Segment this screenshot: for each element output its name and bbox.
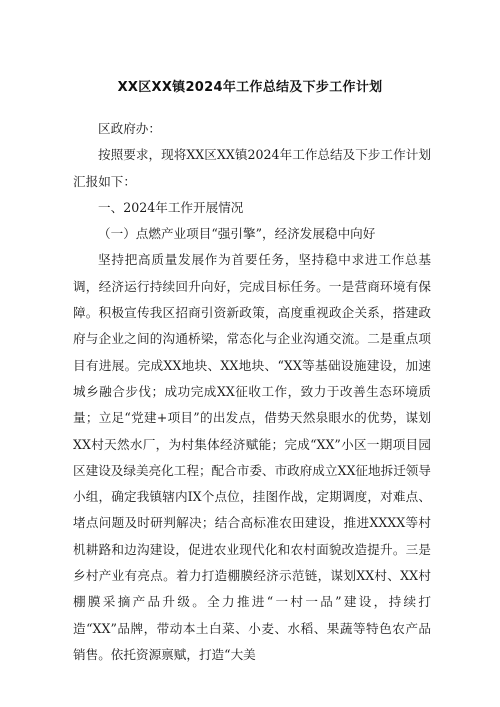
body-paragraph: 坚持把高质量发展作为首要任务，坚持稳中求进工作总基调，经济运行持续回升向好，完成目标任务。一是营商环境有保障。积极宣传我区招商引资新政策，高度重视政企关系，搭建政府与企业之间的沟通桥梁，常态化与企业沟通交流。二是重点项目有进展。完成XX地块、XX地块、“XX等基础设施建设，加速城乡融合步伐；成功完成XX征收工作，致力于改善生态环境质量；立足“党建+项目”的出发点，借势天然泉眼水的优势，谋划XX村天然水厂，为村集体经济赋能；完成“XX”小区一期项目园区建设及绿美亮化工程；配合市委、市政府成立XX征地拆迁领导小组，确定我镇辖内IX个点位，挂图作战，定期调度，对难点、堵点问题及时研判解决；结合高标准农田建设，推进XXXX等村机耕路和边沟建设，促进农业现代化和农村面貌改造提升。三是乡村产业有亮点。着力打造棚膜经济示范链，谋划XX村、XX村棚膜采摘产品升级。全力推进“一村一品”建设，持续打造“XX”品牌，带动本土白菜、小麦、水稻、果蔬等特色农产品销售。依托资源禀赋，打造“大美 bbox=[73, 252, 431, 662]
document-title: XX区XX镇2024年工作总结及下步工作计划 bbox=[117, 80, 383, 95]
subsection-heading: （一）点燃产业项目“强引擎”，经济发展稳中向好 bbox=[98, 226, 376, 242]
intro-paragraph: 按照要求，现将XX区XX镇2024年工作总结及下步工作计划汇报如下： bbox=[73, 147, 431, 189]
document-body bbox=[73, 116, 431, 668]
addressee: 区政府办： bbox=[98, 121, 161, 136]
section-heading: 一、2024年工作开展情况 bbox=[98, 199, 244, 215]
